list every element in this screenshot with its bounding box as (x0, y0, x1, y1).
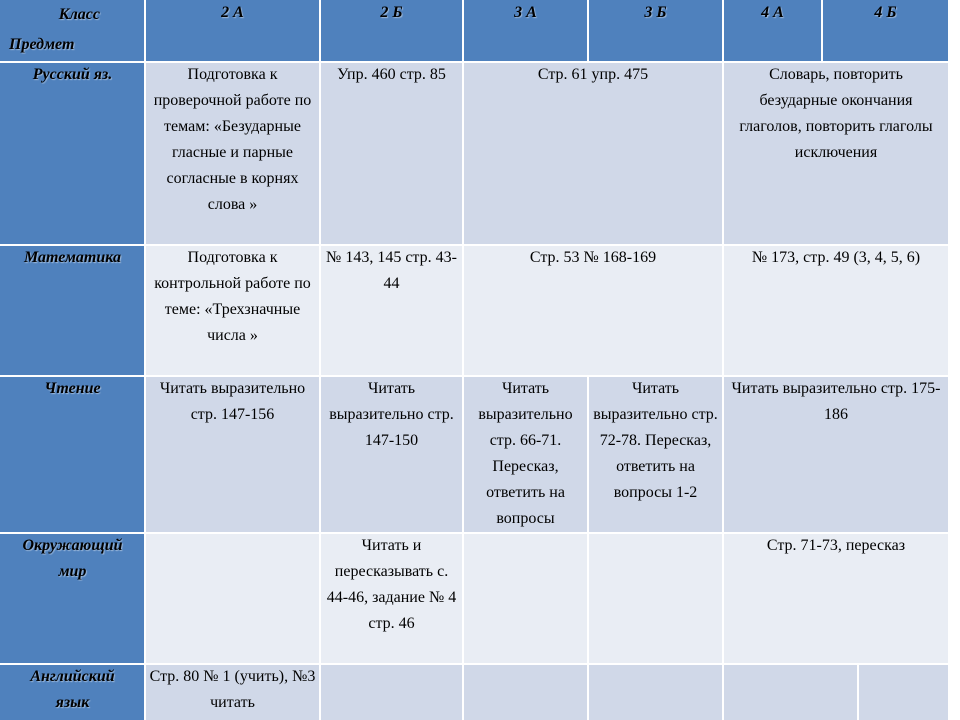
subject-english: Английский язык (0, 664, 145, 720)
cell-math-2a: Подготовка к контрольной работе по теме: «Трехзначные числа » (145, 245, 320, 376)
column-divider (462, 0, 464, 720)
cell-reading-4: Читать выразительно стр. 175-186 (723, 376, 949, 533)
column-divider (144, 0, 146, 720)
cell-math-2b: № 143, 145 стр. 43-44 (320, 245, 463, 376)
header-predmet-label: Предмет (9, 36, 75, 53)
cell-russian-2a: Подготовка к проверочной работе по темам: «Безударные гласные и парные согласные в корнях слова » (145, 62, 320, 245)
row-divider (0, 244, 949, 246)
cell-math-3: Стр. 53 № 168-169 (463, 245, 723, 376)
cell-world-2a (145, 533, 320, 664)
column-divider (857, 664, 859, 720)
subject-math: Математика (0, 245, 145, 376)
column-divider (948, 0, 950, 720)
header-class-4a: 4 А (723, 0, 822, 62)
column-divider (587, 0, 589, 62)
cell-world-2b: Читать и пересказывать с. 44-46, задание № 4 стр. 46 (320, 533, 463, 664)
row-divider (0, 61, 949, 63)
column-divider (722, 0, 724, 720)
cell-world-4: Стр. 71-73, пересказ (723, 533, 949, 664)
cell-reading-2b: Читать выразительно стр. 147-150 (320, 376, 463, 533)
header-class-3a: 3 А (463, 0, 588, 62)
row-divider (0, 532, 949, 534)
column-divider (821, 0, 823, 62)
cell-english-4b (858, 664, 949, 720)
header-class-4b: 4 Б (822, 0, 949, 62)
cell-english-2a: Стр. 80 № 1 (учить), №3 читать (145, 664, 320, 720)
header-klass-label: Класс (58, 6, 100, 23)
cell-reading-2a: Читать выразительно стр. 147-156 (145, 376, 320, 533)
header-class-2b: 2 Б (320, 0, 463, 62)
cell-reading-3a: Читать выразительно стр. 66-71. Пересказ, ответить на вопросы (463, 376, 588, 533)
column-divider (587, 376, 589, 720)
row-divider (0, 375, 949, 377)
cell-english-3b (588, 664, 723, 720)
header-class-3b: 3 Б (588, 0, 723, 62)
subject-russian: Русский яз. (0, 62, 145, 245)
subject-reading: Чтение (0, 376, 145, 533)
cell-english-3a (463, 664, 588, 720)
cell-english-4a (723, 664, 858, 720)
column-divider (319, 0, 321, 720)
row-divider (0, 663, 949, 665)
cell-russian-3: Стр. 61 упр. 475 (463, 62, 723, 245)
cell-math-4: № 173, стр. 49 (3, 4, 5, 6) (723, 245, 949, 376)
cell-world-3a (463, 533, 588, 664)
cell-english-2b (320, 664, 463, 720)
header-corner-cell (0, 0, 145, 62)
cell-russian-4: Словарь, повторить безударные окончания глаголов, повторить глаголы исключения (723, 62, 949, 245)
cell-russian-2b: Упр. 460 стр. 85 (320, 62, 463, 245)
subject-world: Окружающий мир (0, 533, 145, 664)
cell-world-3b (588, 533, 723, 664)
header-class-2a: 2 А (145, 0, 320, 62)
cell-reading-3b: Читать выразительно стр. 72-78. Пересказ, ответить на вопросы 1-2 (588, 376, 723, 533)
